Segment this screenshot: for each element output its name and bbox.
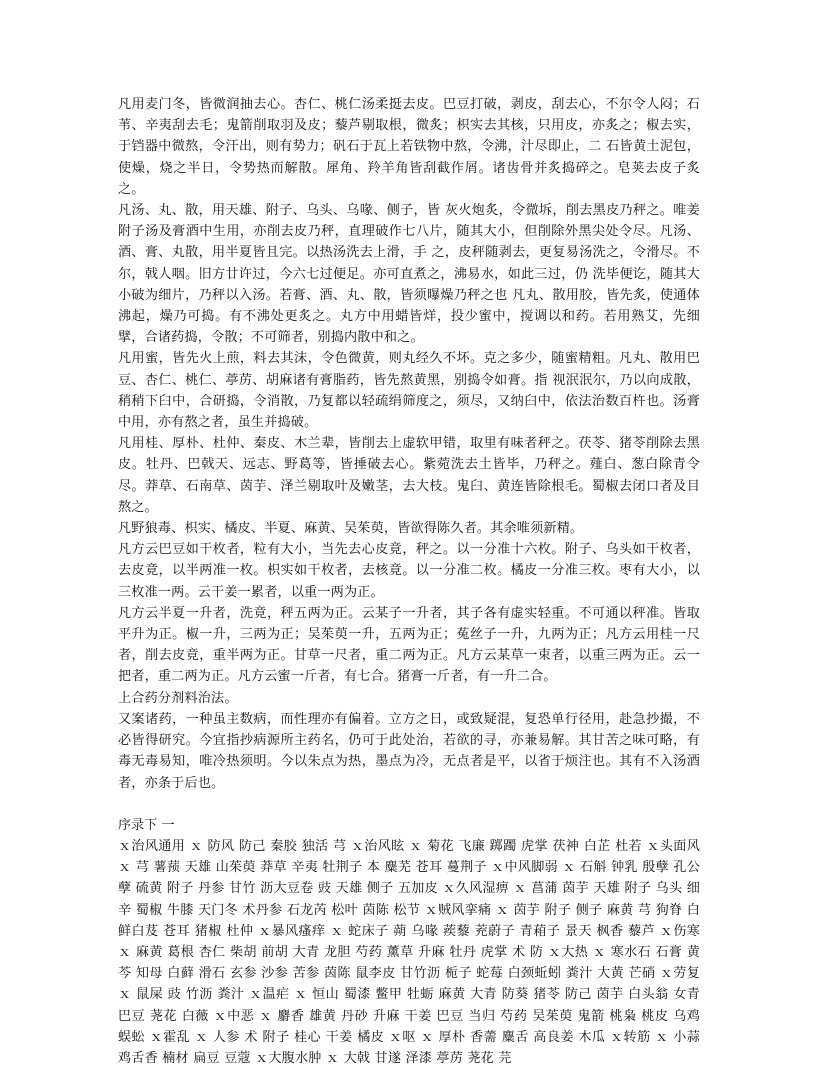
paragraph-ba-dou: 凡方云巴豆如干枚者，粒有大小，当先去心皮竟，秤之。以一分准十六枚。附子、乌头如干枚者，去皮竟，以半两准一枚。枳实如干枚者，去核竟。以一分准二枚。橘皮一分准三枚。枣有大小，以三枚准一两。云干姜一累者，以重一两为正。 (118, 542, 700, 600)
paragraph-yong-mi: 凡用蜜，皆先火上煎，料去其沫，令色微黄，则丸经久不坏。克之多少，随蜜精粗。凡丸、散用巴豆、杏仁、桃仁、葶苈、胡麻诸有膏脂药，皆先熬黄黑，别捣令如膏。指 视泯泯尔，乃以向成散，稍稍下臼中，合研捣，令消散，乃复都以轻疏绢筛度之，须尽，又纳臼中，依法治数百杵也。汤膏中用，亦有熬之者，虽生并捣破。 (118, 351, 700, 431)
paragraph-tang-wan-san: 凡汤、丸、散，用天雄、附子、乌头、乌喙、侧子，皆 灰火炮炙，令微坼，削去黑皮乃秤之。唯姜附子汤及膏酒中生用，亦削去皮乃秤，直理破作七八片，随其大小，但削除外黑尖处令尽。凡汤、酒、膏、丸散，用半夏皆且完。以热汤洗去上滑，手 之，皮秤随剥去，更复易汤洗之，令滑尽。不尔，戟人咽。旧方廿许过，今六七过便足。亦可直煮之，沸易水，如此三过，仍 洗毕便讫，随其大小破为细片，乃秤以入汤。若膏、酒、丸、散，皆须曝燥乃秤之也 凡丸、散用胶，皆先炙，使通体沸起，燥乃可捣。有不沸处更炙之。丸方中用蜡皆烊，投少蜜中，搅调以和药。若用熟艾，先细擘，合诸药捣，令散；不可筛者，别捣内散中和之。 (118, 203, 700, 346)
paragraph-he-yao-summary: 上合药分剂料治法。 (118, 690, 238, 706)
paragraph-yong-gui: 凡用桂、厚朴、杜仲、秦皮、木兰辈，皆削去上虚软甲错，取里有味者秤之。茯苓、猪苓削除去黑皮。牡丹、巴戟天、远志、野葛等，皆捶破去心。紫菀洗去土皆毕，乃秤之。薤白、葱白除青令尽。莽草、石南草、茵芋、泽兰剔取叶及嫩茎，去大枝。鬼臼、黄连皆除根毛。蜀椒去闭口者及目熬之。 (118, 436, 700, 515)
herb-index-list: ｘ治风通用 ｘ 防风 防己 秦胶 独活 芎 ｘ治风眩 ｘ 菊花 飞廉 踯躅 虎掌 茯神 白芷 杜若 ｘ头面风 ｘ 芎 薯蓣 天雄 山茱萸 莽草 辛夷 牡荆子 本 麋芜 苍耳 蔓荆子 ｘ中风脚弱 ｘ 石斛 钟乳 殷孽 孔公孽 硫黄 附子 丹参 甘竹 沥大豆卷 豉 天雄 侧子 五加皮 ｘ久风湿痹 ｘ 菖蒲 茵芋 天雄 附子 乌头 细辛 蜀椒 牛膝 天门冬 术丹参 石龙芮 松叶 茵陈 松节 ｘ贼风挛痛 ｘ 茵芋 附子 侧子 麻黄 芎 狗脊 白鲜白芨 苍耳 猪椒 杜仲 ｘ暴风瘙痒 ｘ 蛇床子 蒴 乌喙 蒺藜 茺蔚子 青葙子 景天 枫香 藜芦 ｘ伤寒 ｘ 麻黄 葛根 杏仁 柴胡 前胡 大青 龙胆 芍药 薰草 升麻 牡丹 虎掌 术 防 ｘ大热 ｘ 寒水石 石膏 黄芩 知母 白藓 滑石 玄参 沙参 苦参 茵陈 鼠李皮 甘竹沥 栀子 蛇莓 白颈蚯蚓 粪汁 大黄 芒硝 ｘ劳复 ｘ 鼠屎 豉 竹沥 粪汁 ｘ温疟 ｘ 恒山 蜀漆 鳖甲 牡蛎 麻黄 大青 防葵 猪苓 防己 茵芋 白头翁 女青 巴豆 荛花 白薇 ｘ中恶 ｘ 麝香 雄黄 丹砂 升麻 干姜 巴豆 当归 芍药 吴茱萸 鬼箭 桃枭 桃皮 乌鸡 蜈蚣 ｘ霍乱 ｘ 人参 术 附子 桂心 干姜 橘皮 ｘ呕 ｘ 厚朴 香薷 麋舌 高良姜 木瓜 ｘ转筋 ｘ 小蒜 鸡舌香 楠材 扁豆 豆蔻 ｘ大腹水肿 ｘ 大戟 甘遂 泽漆 葶苈 荛花 芫 (118, 838, 700, 1066)
document-page (118, 94, 700, 1069)
paragraph-lang-du: 凡野狼毒、枳实、橘皮、半夏、麻黄、吴茱萸，皆欲得陈久者。其余唯须新精。 (118, 521, 584, 537)
paragraph-you-an: 又案诸药，一种虽主数病，而性理亦有偏着。立方之日，或致疑混，复恐单行径用，赴急抄撮，不必皆得研究。今宜指抄病源所主药名，仍可于此处治，若欲的寻，亦兼易解。其甘苦之味可略，有毒无毒易知，唯冷热须明。今以朱点为热，墨点为冷，无点者是平，以省于烦注也。其有不入汤酒者，亦条于后也。 (118, 711, 700, 791)
section-gap (118, 794, 700, 815)
section-title-xulu-xia: 序录下 一 (118, 817, 175, 833)
paragraph-mai-men-dong: 凡用麦门冬，皆微润抽去心。杏仁、桃仁汤柔挺去皮。巴豆打破，剥皮，刮去心，不尔令人闷；石苇、辛夷刮去毛；鬼箭削取羽及皮；藜芦剔取根，微炙；枳实去其核，只用皮，亦炙之；椒去实，于铛器中微熬，令汗出，则有势力；矾石于瓦上若铁物中熬，令沸，汁尽即止，二 石皆黄土泥包，使燥，烧之半日，令势热而解散。犀角、羚羊角皆刮截作屑。诸齿骨并炙捣碎之。皂荚去皮子炙之。 (118, 97, 700, 197)
paragraph-ban-xia: 凡方云半夏一升者，洗竟，秤五两为正。云某子一升者，其子各有虚实轻重。不可通以秤准。皆取平升为正。椒一升，三两为正；吴茱萸一升，五两为正；菟丝子一升，九两为正；凡方云用桂一尺者，削去皮竟，重半两为正。甘草一尺者，重二两为正。凡方云某草一束者，以重三两为正。云一把者，重二两为正。凡方云蜜一斤者，有七合。猪膏一斤者，有一升二合。 (118, 605, 700, 685)
